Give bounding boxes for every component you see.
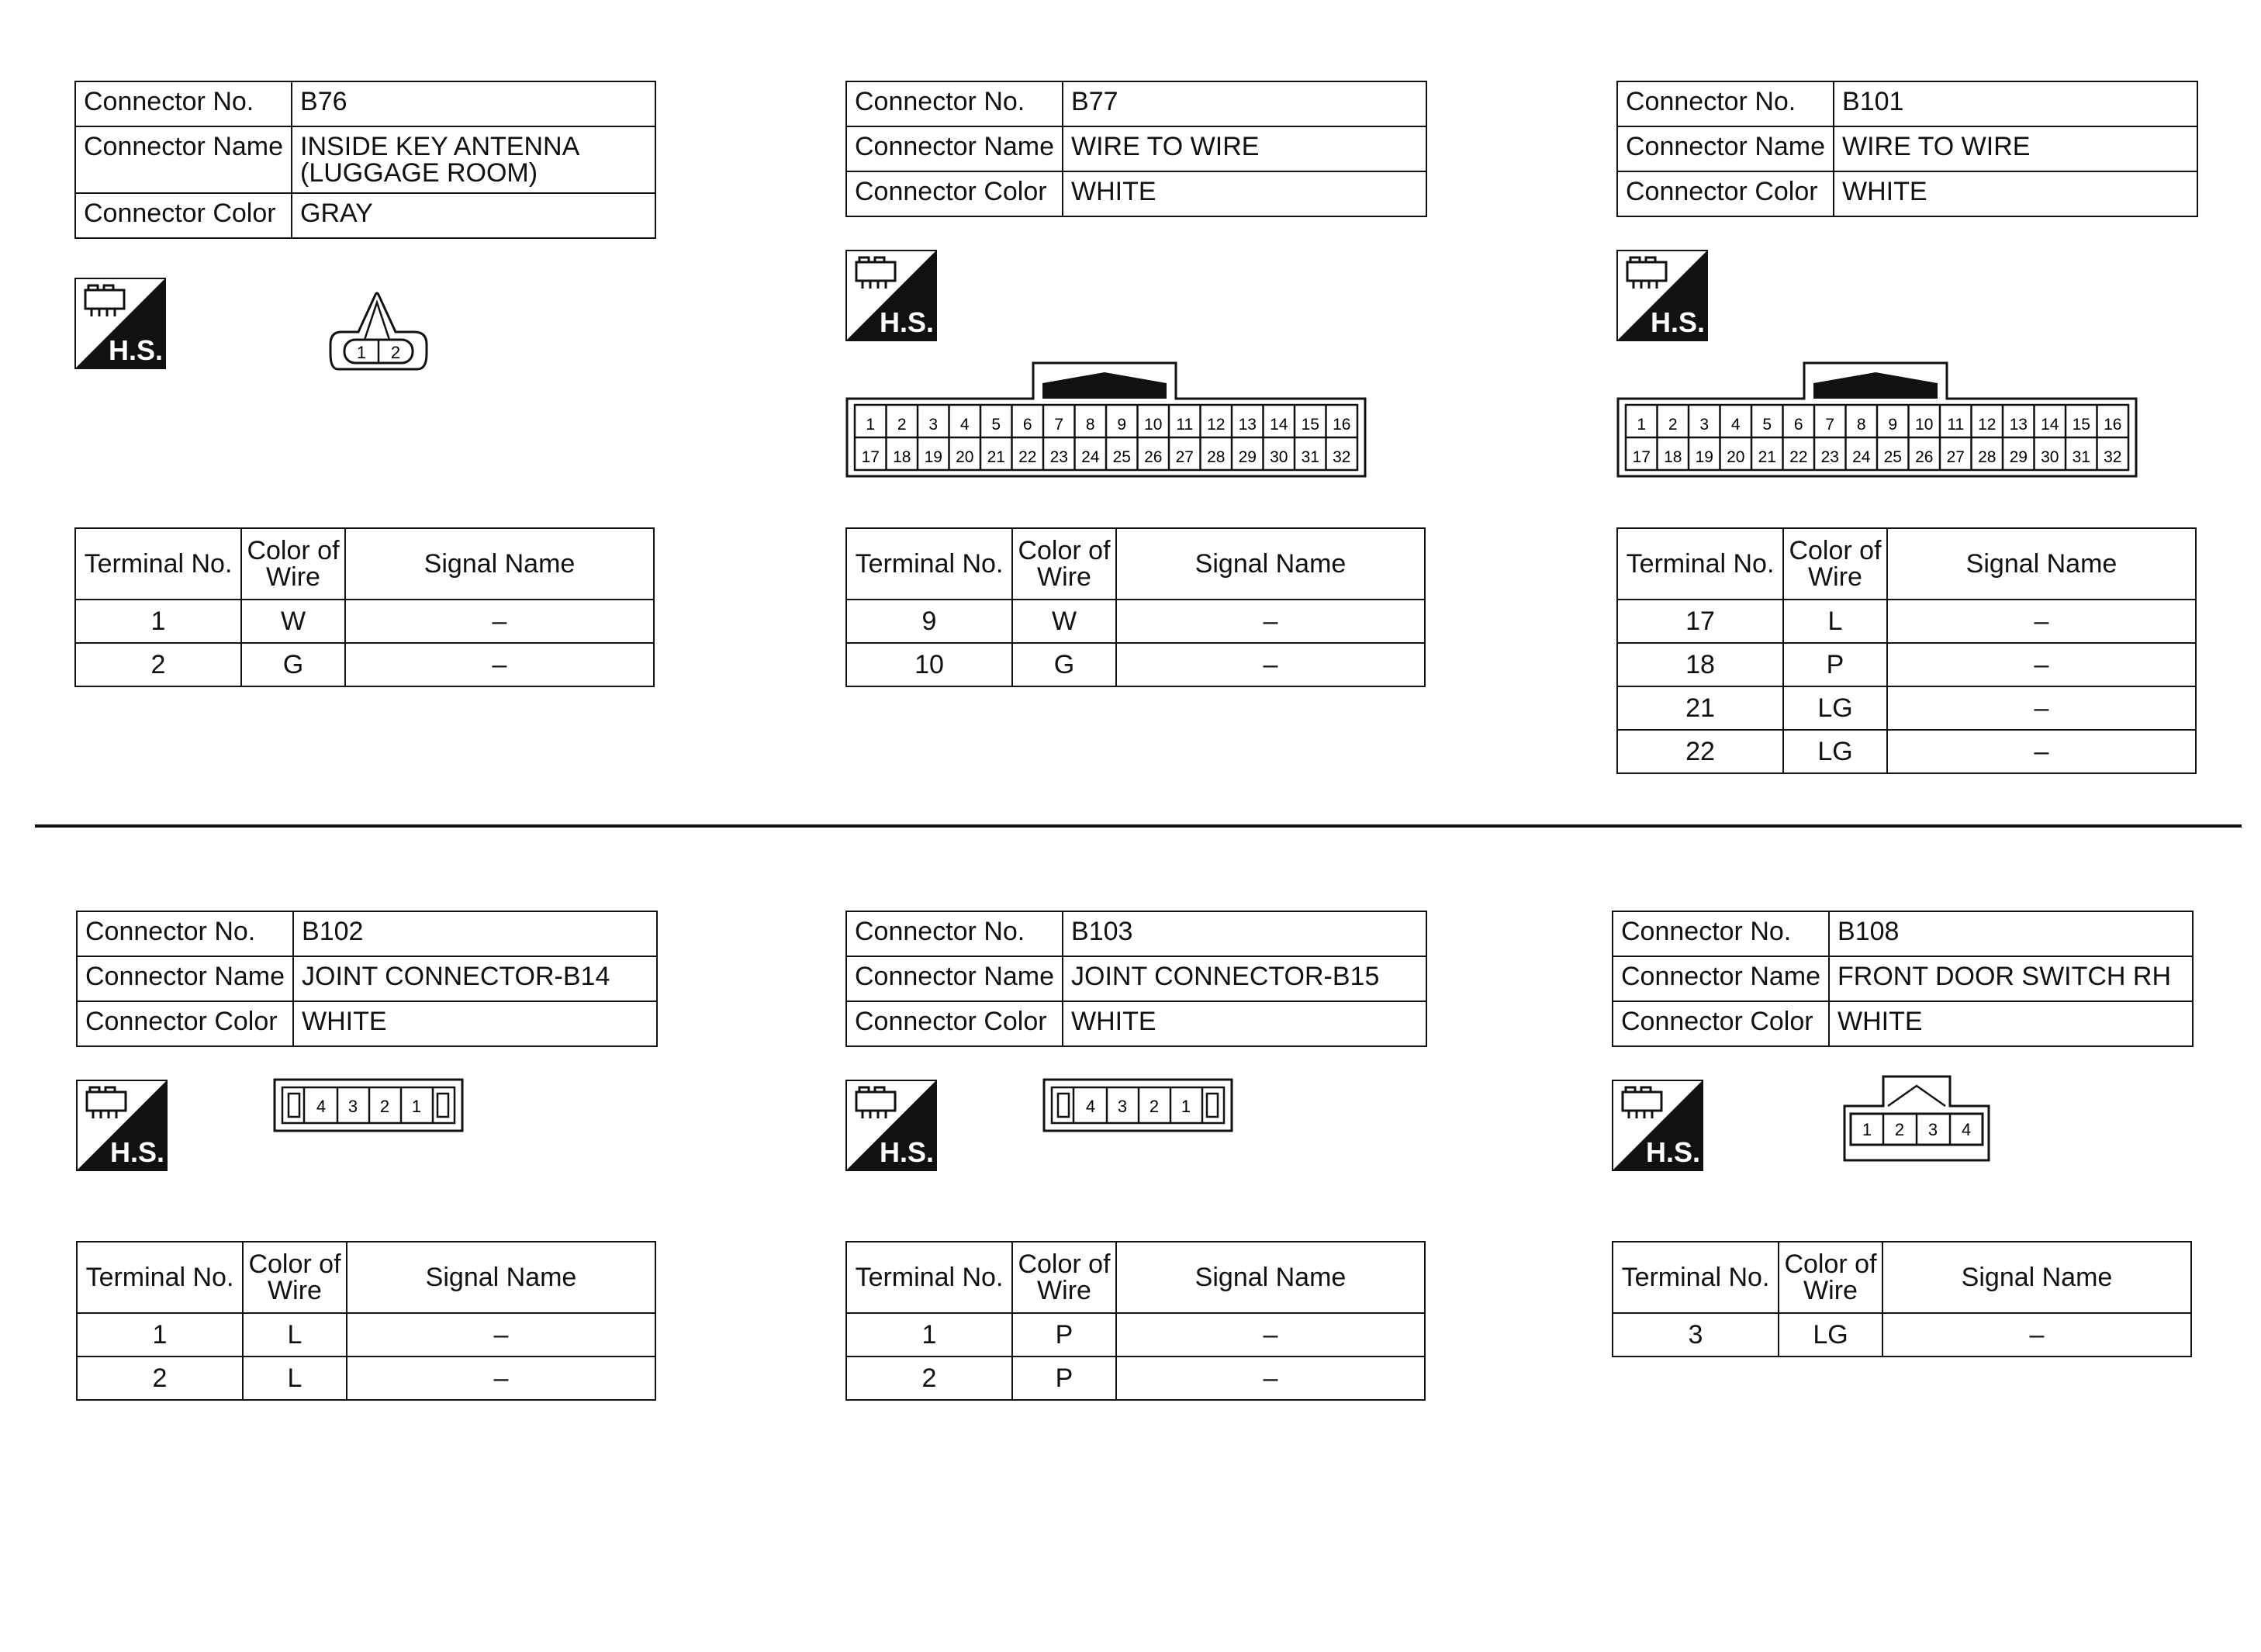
pin-label: 1: [1637, 416, 1647, 434]
svg-text:H.S.: H.S.: [880, 1136, 935, 1168]
table-row: 17 L –: [1617, 600, 2196, 643]
harness-side-icon: [845, 1080, 937, 1171]
terminal-table: [845, 527, 1426, 687]
pin-label: 9: [1117, 416, 1127, 434]
connector-info-table: [1612, 911, 2194, 1047]
harness-side-icon: [1616, 250, 1708, 341]
pin-label: 24: [1852, 448, 1871, 466]
pin-label: 16: [1333, 416, 1351, 434]
pin-label: 4: [1730, 416, 1741, 434]
pin-label: 28: [1207, 448, 1226, 466]
section-divider: [35, 824, 2242, 828]
pin-label: 16: [2104, 416, 2122, 434]
table-row: 2 G –: [75, 643, 654, 686]
pin-label: 18: [1664, 448, 1682, 466]
connector-name-value: FRONT DOOR SWITCH RH: [1829, 956, 2193, 1001]
connector-color-value: GRAY: [292, 193, 655, 238]
color-of-wire-header: Color of Wire: [1779, 1242, 1882, 1313]
svg-text:2: 2: [390, 343, 401, 362]
connector-color-label: Connector Color: [77, 1001, 293, 1046]
connector-face-2pin: [327, 278, 428, 374]
pin-label: 6: [1022, 416, 1032, 434]
connector-color-value: WHITE: [1063, 171, 1426, 216]
connector-no-label: Connector No.: [1613, 911, 1829, 956]
table-row: 1 L –: [77, 1313, 655, 1357]
pin-label: 14: [2041, 416, 2059, 434]
pin-label: 13: [1238, 416, 1257, 434]
pin-label: 24: [1081, 448, 1100, 466]
connector-name-label: Connector Name: [846, 956, 1063, 1001]
connector-name-value: JOINT CONNECTOR-B15: [1063, 956, 1426, 1001]
connector-color-label: Connector Color: [1613, 1001, 1829, 1046]
pin-label: 12: [1207, 416, 1226, 434]
pin-label: 32: [2104, 448, 2122, 466]
pin-label: 22: [1018, 448, 1037, 466]
connector-color-value: WHITE: [1829, 1001, 2193, 1046]
pin-label: 23: [1820, 448, 1839, 466]
connector-color-label: Connector Color: [1617, 171, 1834, 216]
connector-name-value: WIRE TO WIRE: [1834, 126, 2197, 171]
connector-name-line1: INSIDE KEY ANTENNA: [300, 132, 580, 161]
connector-face-4pin-joint: [273, 1078, 464, 1134]
table-row: 2 L –: [77, 1357, 655, 1400]
connector-no-label: Connector No.: [1617, 81, 1834, 126]
connector-name-label: Connector Name: [1613, 956, 1829, 1001]
terminal-table: [74, 527, 655, 687]
signal-name-header: Signal Name: [1887, 528, 2196, 600]
pin-label: 5: [991, 416, 1001, 434]
pin-label: 8: [1085, 416, 1095, 434]
pin-label: 32: [1333, 448, 1351, 466]
pin-label: 19: [1695, 448, 1713, 466]
svg-text:H.S.: H.S.: [880, 306, 935, 338]
connector-name-line2: (LUGGAGE ROOM): [300, 158, 538, 188]
table-row: 3 LG –: [1613, 1313, 2191, 1357]
pin-label: 25: [1112, 448, 1131, 466]
svg-text:1: 1: [411, 1097, 422, 1116]
terminal-no-header: Terminal No.: [75, 528, 241, 600]
table-row: 21 LG –: [1617, 686, 2196, 730]
connector-no-value: B77: [1063, 81, 1426, 126]
pin-label: 3: [1699, 416, 1710, 434]
svg-text:4: 4: [1961, 1120, 1972, 1139]
signal-name-header: Signal Name: [347, 1242, 655, 1313]
terminal-table: [76, 1241, 656, 1401]
pin-label: 27: [1175, 448, 1194, 466]
connector-name-label: Connector Name: [1617, 126, 1834, 171]
terminal-no-header: Terminal No.: [846, 1242, 1012, 1313]
table-row: 18 P –: [1617, 643, 2196, 686]
connector-no-label: Connector No.: [846, 911, 1063, 956]
color-of-wire-header: Color of Wire: [243, 1242, 347, 1313]
connector-no-value: B102: [293, 911, 657, 956]
table-row: 1 W –: [75, 600, 654, 643]
connector-face-4pin: [1843, 1075, 1990, 1162]
harness-side-icon: [76, 1080, 168, 1171]
svg-text:3: 3: [347, 1097, 358, 1116]
pin-label: 29: [2009, 448, 2028, 466]
pin-label: 7: [1825, 416, 1835, 434]
pin-label: 25: [1883, 448, 1902, 466]
connector-name-value: [292, 126, 655, 193]
svg-text:2: 2: [379, 1097, 390, 1116]
color-of-wire-header: Color of Wire: [1012, 1242, 1116, 1313]
svg-text:2: 2: [1894, 1120, 1905, 1139]
pin-label: 2: [1668, 416, 1678, 434]
signal-name-header: Signal Name: [1882, 1242, 2191, 1313]
pin-label: 26: [1915, 448, 1934, 466]
color-of-wire-header: Color of Wire: [1012, 528, 1116, 600]
pin-label: 3: [928, 416, 939, 434]
pin-label: 20: [956, 448, 974, 466]
connector-info-table: [1616, 81, 2198, 217]
svg-text:3: 3: [1927, 1120, 1938, 1139]
connector-no-value: B108: [1829, 911, 2193, 956]
pin-label: 1: [866, 416, 876, 434]
pin-label: 10: [1144, 416, 1163, 434]
svg-text:H.S.: H.S.: [109, 334, 164, 366]
connector-info-table: [76, 911, 658, 1047]
svg-text:1: 1: [1181, 1097, 1191, 1116]
terminal-no-header: Terminal No.: [846, 528, 1012, 600]
pin-label: 31: [1301, 448, 1319, 466]
table-row: 9 W –: [846, 600, 1425, 643]
pin-label: 15: [1301, 416, 1319, 434]
pin-label: 15: [2072, 416, 2090, 434]
connector-face-4pin-joint: [1042, 1078, 1233, 1134]
connector-no-label: Connector No.: [846, 81, 1063, 126]
pin-label: 10: [1915, 416, 1934, 434]
color-of-wire-header: Color of Wire: [241, 528, 345, 600]
connector-info-table: [845, 81, 1427, 217]
signal-name-header: Signal Name: [1116, 1242, 1425, 1313]
harness-side-icon: [1612, 1080, 1703, 1171]
terminal-table: [845, 1241, 1426, 1401]
pin-label: 30: [2041, 448, 2059, 466]
connector-color-value: WHITE: [1063, 1001, 1426, 1046]
signal-name-header: Signal Name: [345, 528, 654, 600]
connector-no-value: B101: [1834, 81, 2197, 126]
connector-color-label: Connector Color: [846, 171, 1063, 216]
signal-name-header: Signal Name: [1116, 528, 1425, 600]
pin-label: 21: [987, 448, 1005, 466]
pin-label: 9: [1888, 416, 1898, 434]
connector-no-value: B76: [292, 81, 655, 126]
table-row: 1 P –: [846, 1313, 1425, 1357]
svg-text:1: 1: [356, 343, 367, 362]
pin-label: 14: [1270, 416, 1288, 434]
connector-color-label: Connector Color: [75, 193, 292, 238]
pin-label: 2: [897, 416, 907, 434]
svg-text:H.S.: H.S.: [1646, 1136, 1701, 1168]
pin-label: 17: [1632, 448, 1651, 466]
connector-no-label: Connector No.: [77, 911, 293, 956]
connector-name-label: Connector Name: [77, 956, 293, 1001]
table-row: 2 P –: [846, 1357, 1425, 1400]
pin-label: 7: [1054, 416, 1064, 434]
connector-name-value: JOINT CONNECTOR-B14: [293, 956, 657, 1001]
harness-side-icon: [845, 250, 937, 341]
pin-label: 28: [1978, 448, 1997, 466]
color-of-wire-header: Color of Wire: [1783, 528, 1887, 600]
pin-label: 11: [1947, 416, 1965, 434]
svg-text:4: 4: [316, 1097, 327, 1116]
pin-label: 19: [924, 448, 942, 466]
connector-face-32pin: [1616, 357, 2138, 478]
pin-label: 13: [2009, 416, 2028, 434]
pin-label: 29: [1238, 448, 1257, 466]
pin-label: 21: [1758, 448, 1776, 466]
pin-label: 12: [1978, 416, 1997, 434]
pin-label: 22: [1789, 448, 1808, 466]
pin-label: 18: [893, 448, 911, 466]
pin-label: 26: [1144, 448, 1163, 466]
terminal-no-header: Terminal No.: [77, 1242, 243, 1313]
pin-label: 31: [2072, 448, 2090, 466]
connector-face-32pin: [845, 357, 1367, 478]
connector-color-value: WHITE: [293, 1001, 657, 1046]
connector-info-table: [845, 911, 1427, 1047]
pin-label: 4: [959, 416, 970, 434]
terminal-table: [1612, 1241, 2192, 1357]
table-row: 22 LG –: [1617, 730, 2196, 773]
svg-text:H.S.: H.S.: [1651, 306, 1706, 338]
connector-name-label: Connector Name: [846, 126, 1063, 171]
connector-name-label: Connector Name: [75, 126, 292, 193]
pin-label: 17: [861, 448, 880, 466]
terminal-table: [1616, 527, 2197, 774]
svg-text:2: 2: [1149, 1097, 1160, 1116]
pin-label: 6: [1793, 416, 1803, 434]
pin-label: 5: [1762, 416, 1772, 434]
connector-color-label: Connector Color: [846, 1001, 1063, 1046]
connector-no-value: B103: [1063, 911, 1426, 956]
connector-color-value: WHITE: [1834, 171, 2197, 216]
svg-text:1: 1: [1862, 1120, 1872, 1139]
table-row: 10 G –: [846, 643, 1425, 686]
pin-label: 11: [1176, 416, 1194, 434]
svg-text:H.S.: H.S.: [110, 1136, 165, 1168]
connector-no-label: Connector No.: [75, 81, 292, 126]
pin-label: 30: [1270, 448, 1288, 466]
svg-text:3: 3: [1117, 1097, 1128, 1116]
svg-text:4: 4: [1085, 1097, 1096, 1116]
connector-name-value: WIRE TO WIRE: [1063, 126, 1426, 171]
connector-info-table: [74, 81, 656, 239]
pin-label: 8: [1856, 416, 1866, 434]
pin-label: 20: [1727, 448, 1745, 466]
pin-label: 27: [1946, 448, 1965, 466]
terminal-no-header: Terminal No.: [1613, 1242, 1779, 1313]
terminal-no-header: Terminal No.: [1617, 528, 1783, 600]
harness-side-icon: [74, 278, 166, 369]
pin-label: 23: [1049, 448, 1068, 466]
